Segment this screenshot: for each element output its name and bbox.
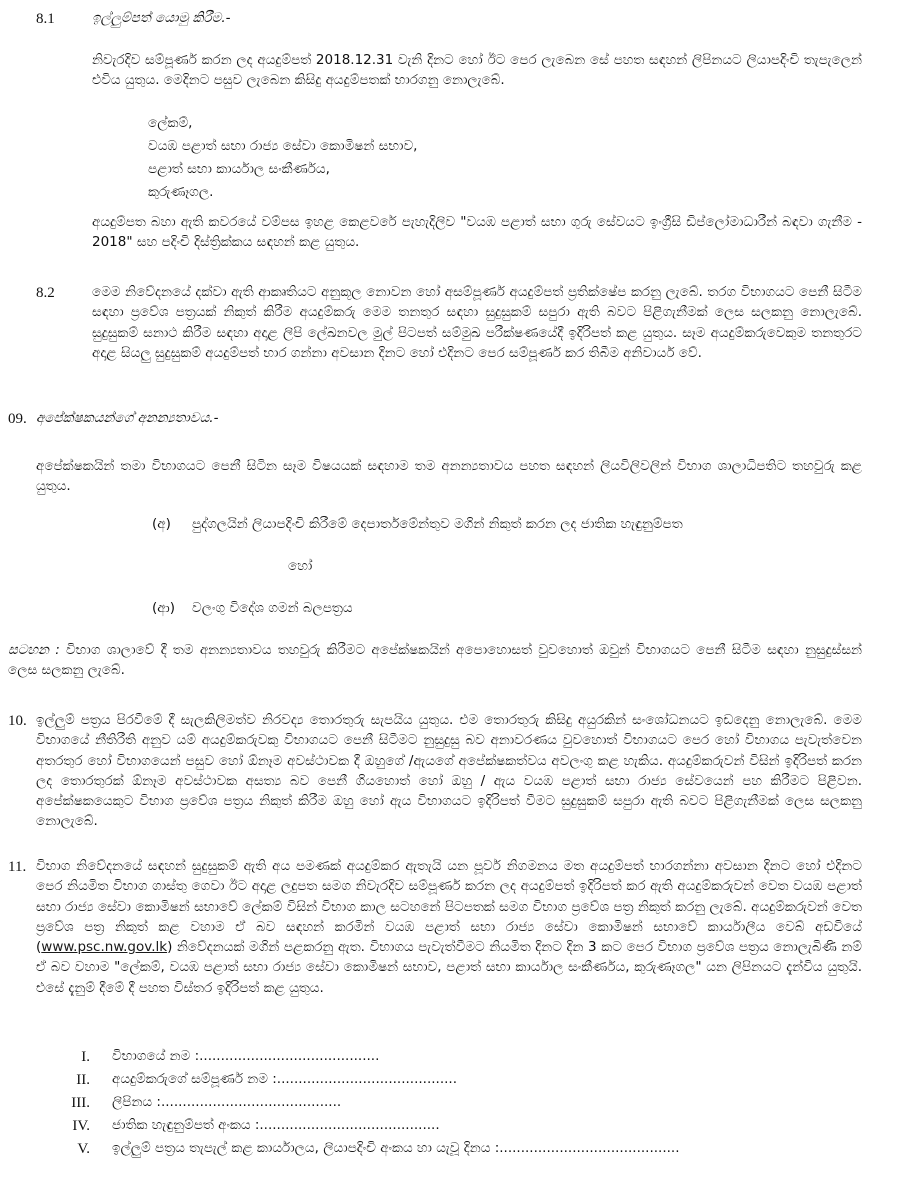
note-label: සටහන : xyxy=(8,642,60,658)
option-a-label: (අ) xyxy=(152,516,171,532)
section-11-text-after: ) නිවේදනයක් මගින් පළකරනු ඇත. විභාගය පැවැත්වීමට නියමිත දිනට දින 3 කට පෙර විභාග ප්‍රවේශ පත්‍රය නොලැබිණි නම් ඒ බව වහාම "ලේකම්, වයඹ පළාත් සභා රාජ්‍ය සේවා කොමිෂන් සභාව, පළාත් සභා කාර්යාල සංකීර්ණය, කුරුණෑගල" යන ලිපිනයට දැන්විය යුතුයි. එසේ දැනුම් දීමේ දී පහත විස්තර ඉදිරිපත් කළ යුතුය. xyxy=(36,939,862,996)
option-a-text: පුද්ගලයින් ලියාපදිංචි කිරීමේ දෙපාර්තමේන්තුව මගින් නිකුත් කරන ලද ජාතික හැඳුනුම්පත xyxy=(192,516,683,532)
section-09-note xyxy=(8,640,862,681)
form-row-label: ලිපිනය :.......................................... xyxy=(112,1094,342,1110)
section-11-text-before: විභාග නිවේදනයේ සඳහන් සුදුසුකම් ඇති අය පමණක් අයදුම්කර ඇතැයි යන පූර්ව නිගමනය මත අයදුම්පත් භාරගන්නා අවසාන දිනට හෝ එදිනට පෙර නියමිත විභාග ගාස්තු ගෙවා ඊට අදාළ ලදුපත සමග නිවැරදිව සම්පූර්ණ කරන ලද අයදුම්පත් ඉදිරිපත් කර ඇති අයදුම්කරුවන් වෙත වයඹ පළාත් සභා රාජ්‍ය සේවා කොමිෂන් සභාවේ ලේකම් විසින් විභාග කාල සටහනේ පිටපතක් සමග විභාග ප්‍රවේශ පත්‍ර නිකුත් කරනු ලැබේ. අයදුම්කරුවන් වෙත ප්‍රවේශ පත්‍ර නිකුත් කළ වහාම ඒ බව සඳහන් කරමින් වයඹ පළාත් සභා රාජ්‍ය සේවා කොමිෂන් සභාවේ කාර්යාලීය වෙබ් අඩවියේ ( xyxy=(36,858,862,955)
form-row-full-name xyxy=(40,1069,860,1091)
form-row-address xyxy=(40,1092,860,1114)
section-8-1-title: ඉල්ලුම්පත් යොමු කිරීම.- xyxy=(92,10,231,26)
section-11-number: 11. xyxy=(8,859,27,875)
option-b-label: (ආ) xyxy=(152,600,175,616)
section-09-number: 09. xyxy=(8,411,27,427)
form-row-number: V. xyxy=(77,1141,90,1157)
section-8-1-envelope-note: අයදුම්පත බහා ඇති කවරයේ වම්පස ඉහළ කෙළවරේ පැහැදිලිව "වයඹ පළාත් සභා ගුරු සේවයට ඉංග්‍රීසි ඩිප්ලෝමාධාරීන් බඳවා ගැනීම - 2018" සහ පදිංචි දිස්ත්‍රික්කය සඳහන් කළ යුතුය. xyxy=(92,214,862,251)
form-row-label: ඉල්ලුම් පත්‍රය තැපැල් කළ කාර්යාලය, ලියාපදිංචි අංකය හා යැවූ දිනය :.......................................... xyxy=(112,1140,680,1156)
option-or: හෝ xyxy=(288,558,313,574)
option-b-text: වලංගු විදේශ ගමන් බලපත්‍රය xyxy=(192,600,353,616)
note-text: විභාග ශාලාවේ දී තම අනන්‍යතාවය තහවුරු කිරීමට අපේක්ෂකයින් අපොහොසත් වුවහොත් ඔවුන් විභාගයට පෙනී සිටීම සඳහා නුසුදුස්සන් ලෙස සලකනු ලැබේ. xyxy=(8,642,863,679)
form-row-number: IV. xyxy=(72,1118,90,1134)
form-row-number: II. xyxy=(76,1072,90,1088)
section-11-paragraph xyxy=(36,856,862,998)
form-row-number: I. xyxy=(81,1049,90,1065)
address-line: පළාත් සභා කාර්යාල සංකීර්ණය, xyxy=(148,160,330,177)
form-row-nic xyxy=(40,1115,860,1137)
form-row-label: අයදුම්කරුගේ සම්පූර්ණ නම :.......................................... xyxy=(112,1071,458,1087)
section-8-2-paragraph: මෙම නිවේදනයේ දක්වා ඇති ආකෘතියට අනුකූල නොවන හෝ අසම්පූර්ණ අයදුම්පත් ප්‍රතික්ෂේප කරනු ලැබේ. තරග විභාගයට පෙනී සිටීම සඳහා ප්‍රවේශ පත්‍රයක් නිකුත් කිරීම අයදුම්කරු මෙම තනතුර සඳහා සුදුසුකම් සපුරා ඇති බවට පිළිගැනීමක් ලෙස සලකනු නොලැබේ. සුදුසුකම් සනාථ කිරීම සඳහා අදාළ ලිපි ලේඛනවල මුල් පිටපත් සම්මුඛ පරීක්ෂණයේදී ඉදිරිපත් කළ යුතුය. සෑම අයදුම්කරුවෙකුම තනතුරට අදාළ සියලු සුදුසුකම් අයදුම්පත් භාර ගන්නා අවසාන දිනට හෝ එදිනට පෙර සම්පූර්ණ කර තිබීම අනිවාර්ය වේ. xyxy=(92,284,862,361)
section-09-paragraph: අපේක්ෂකයින් තමා විභාගයට පෙනී සිටින සෑම විෂයයක් සඳහාම තම අනන්‍යතාවය පහත සඳහන් ලියවිලිවලින් විභාග ශාලාධිපතිට තහවුරු කළ යුතුය. xyxy=(36,458,862,495)
address-line: කුරුණෑගල. xyxy=(148,183,214,200)
address-block xyxy=(148,112,748,204)
section-10-paragraph: ඉල්ලුම් පත්‍රය පිරවීමේ දී සැලකිලිමත්ව නිරවද්‍ය තොරතුරු සැපයිය යුතුය. එම තොරතුරු කිසිදු අයුරකින් සංශෝධනයට ඉඩදෙනු නොලැබේ. මෙම විභාගයේ නීතිරීති අනුව යම් අයදුම්කරුවකු විභාගයට පෙනී සිටීමට නුසුදුසු බව අනාවරණය වුවහොත් විභාගයට පෙර හෝ විභාගය පැවැත්වෙන අතරතුර හෝ විභාගයෙන් පසුව හෝ ඕනෑම අවස්ථාවක දී ඔහුගේ /ඇයගේ අපේක්ෂකත්වය අවලංගු කළ හැකිය. අයදුම්කරුවන් විසින් ඉදිරිපත් කරන ලද තොරතුරක් ඕනෑම අවස්ථාවක අසත්‍ය බව පෙනී ගියහොත් හෝ ඔහු / ඇය වයඹ පළාත් සභා රාජ්‍ය සේවයෙන් පහ කිරීමට පිළිවන. අපේක්ෂකයෙකුට විභාග ප්‍රවේශ පත්‍රය නිකුත් කිරීම ඔහු හෝ ඇය විභාගයට ඉදිරිපත් වීමට සුදුසුකම් සපුරා ඇති බවට පිළිගැනීමක් ලෙස සලකනු නොලැබේ. xyxy=(36,712,862,830)
section-10-number: 10. xyxy=(8,713,27,729)
section-8-2-number: 8.2 xyxy=(36,285,55,301)
psc-website-link[interactable]: www.psc.nw.gov.lk xyxy=(41,939,168,955)
form-row-post-office xyxy=(40,1138,860,1160)
section-09-title: අපේක්ෂකයන්ගේ අනන්‍යතාවය.- xyxy=(36,410,219,426)
form-row-exam-name xyxy=(40,1046,860,1068)
form-row-number: III. xyxy=(71,1095,90,1111)
address-line: වයඹ පළාත් සභා රාජ්‍ය සේවා කොමිෂන් සභාව, xyxy=(148,137,418,154)
address-line: ලේකම්, xyxy=(148,115,193,131)
form-row-label: ජාතික හැඳුනුම්පත් අංකය :.......................................... xyxy=(112,1117,440,1133)
section-8-1-number: 8.1 xyxy=(36,11,55,27)
section-8-1-paragraph: නිවැරදිව සම්පූර්ණ කරන ලද අයදුම්පත් 2018.12.31 වැනි දිනට හෝ ඊට පෙර ලැබෙන සේ පහත සඳහන් ලිපිනයට ලියාපදිංචි තැපැලෙන් එවිය යුතුය. මෙදිනට පසුව ලැබෙන කිසිදු අයදුම්පතක් භාරගනු නොලැබේ. xyxy=(92,52,862,89)
form-row-label: විභාගයේ නම :.......................................... xyxy=(112,1048,380,1064)
